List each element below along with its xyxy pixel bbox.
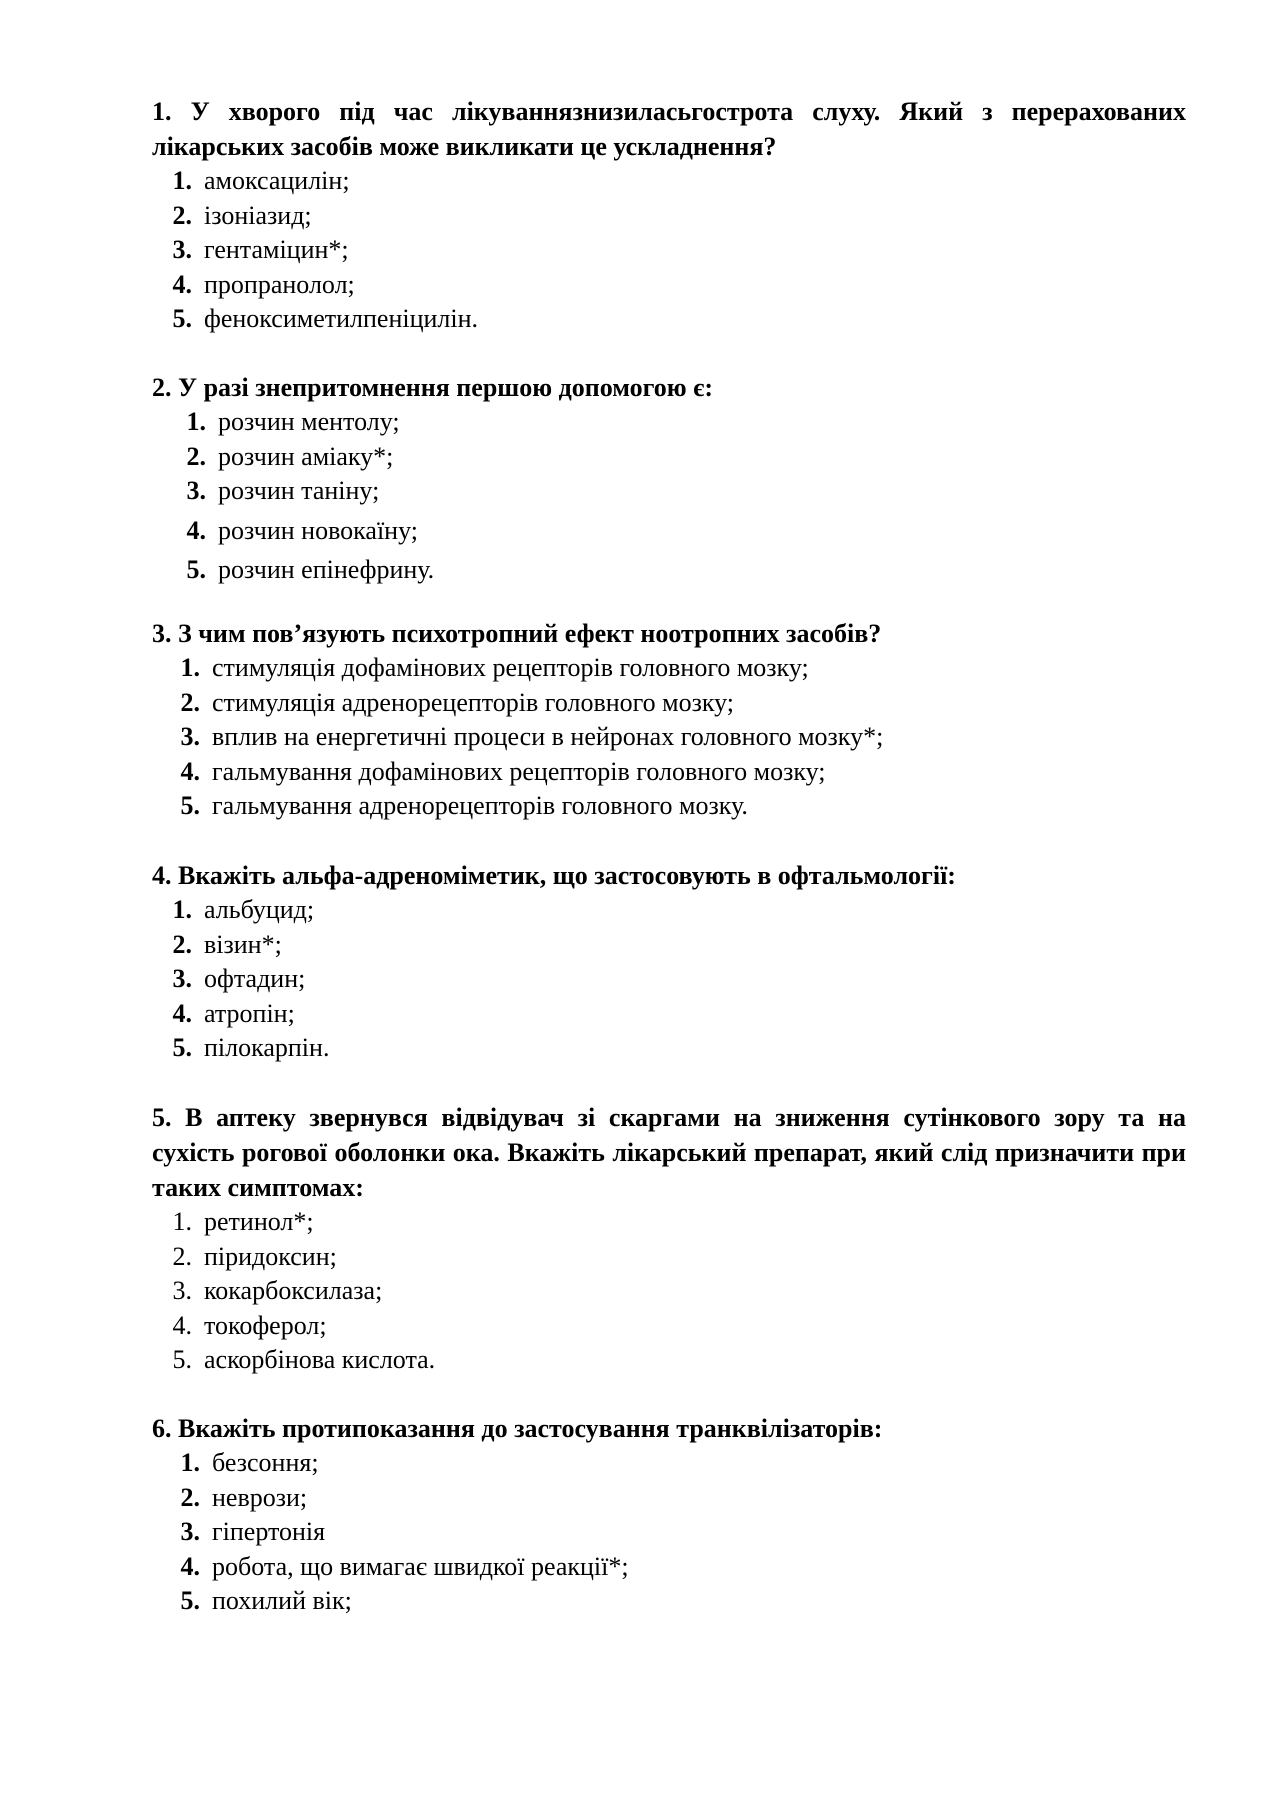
option: 1. ретинол*; [172,1207,314,1236]
option: 4. токоферол; [172,1310,327,1340]
option: 2. піридоксин; [172,1241,337,1271]
question-number: 5. [152,1103,172,1132]
question-body: У разі знепритомнення першою допомогою є: [178,373,714,402]
question-1 [152,94,1186,337]
option: 1. альбуцид; [172,895,315,924]
option: 4. розчин новокаїну; [186,515,418,545]
question-5-text [152,1100,1186,1205]
question-3 [152,616,1186,824]
option: 4. атропін; [172,998,295,1028]
question-6 [152,1411,1186,1619]
option: 3. розчин таніну; [186,476,380,505]
question-5-options [152,1205,1186,1378]
option: 3. вплив на енергетичні процеси в нейронах головного мозку*; [180,722,884,751]
question-body: У хворого під час лікуваннязнизиласьгострота слуху. Який з перерахованих лікарських засобів може викликати це ускладнення? [152,97,1187,161]
question-body: Вкажіть протипоказання до застосування транквілізаторів: [178,1414,883,1443]
question-6-text [152,1411,1186,1446]
option: 2. неврози; [180,1482,308,1512]
question-3-options [160,651,1186,824]
question-number: 4. [152,861,172,890]
question-1-options [152,164,1186,337]
option: 5. пілокарпін. [172,1033,330,1062]
option: 5. гальмування адренорецепторів головного мозку. [180,791,748,820]
question-number: 1. [152,97,172,126]
option: 1. безсоння; [180,1448,319,1477]
question-2-text [152,370,1186,405]
option: 5. феноксиметилпеніцилін. [172,304,479,333]
option: 3. гіпертонія [180,1517,326,1546]
option: 2. стимуляція адренорецепторів головного мозку; [180,687,735,717]
option: 2. візин*; [172,929,282,959]
question-number: 6. [152,1414,172,1443]
question-2 [152,370,1186,587]
question-number: 2. [152,373,172,402]
question-number: 3. [152,619,172,648]
option: 4. пропранолол; [172,269,355,299]
question-4 [152,858,1186,1066]
option: 5. аскорбінова кислота. [172,1345,436,1374]
option: 5. розчин епінефрину. [186,554,435,584]
option: 1. амоксацилін; [172,166,350,195]
question-4-text [152,858,1186,893]
option: 5. похилий вік; [180,1586,352,1615]
option: 1. розчин ментолу; [186,407,400,436]
question-1-text [152,94,1186,164]
question-body: Вкажіть альфа-адреноміметик, що застосовують в офтальмології: [178,861,956,890]
question-2-options [166,405,1186,587]
option: 4. робота, що вимагає швидкої реакції*; [180,1551,629,1581]
question-4-options [152,893,1186,1066]
option: 3. гентаміцин*; [172,235,349,264]
option: 1. стимуляція дофамінових рецепторів головного мозку; [180,653,809,682]
question-5 [152,1100,1186,1378]
option: 3. кокарбоксилаза; [172,1276,383,1305]
option: 2. ізоніазид; [172,200,312,230]
question-body: З чим пов’язують психотропний ефект ноотропних засобів? [178,619,882,648]
question-body: В аптеку звернувся відвідувач зі скаргами на зниження сутінкового зору та на сухість рогової оболонки ока. Вкажіть лікарський препарат, який слід призначити при таких симптомах: [152,1103,1187,1202]
option: 4. гальмування дофамінових рецепторів головного мозку; [180,756,826,786]
question-3-text [152,616,1186,651]
question-6-options [160,1446,1186,1619]
option: 2. розчин аміаку*; [186,441,394,471]
option: 3. офтадин; [172,964,306,993]
